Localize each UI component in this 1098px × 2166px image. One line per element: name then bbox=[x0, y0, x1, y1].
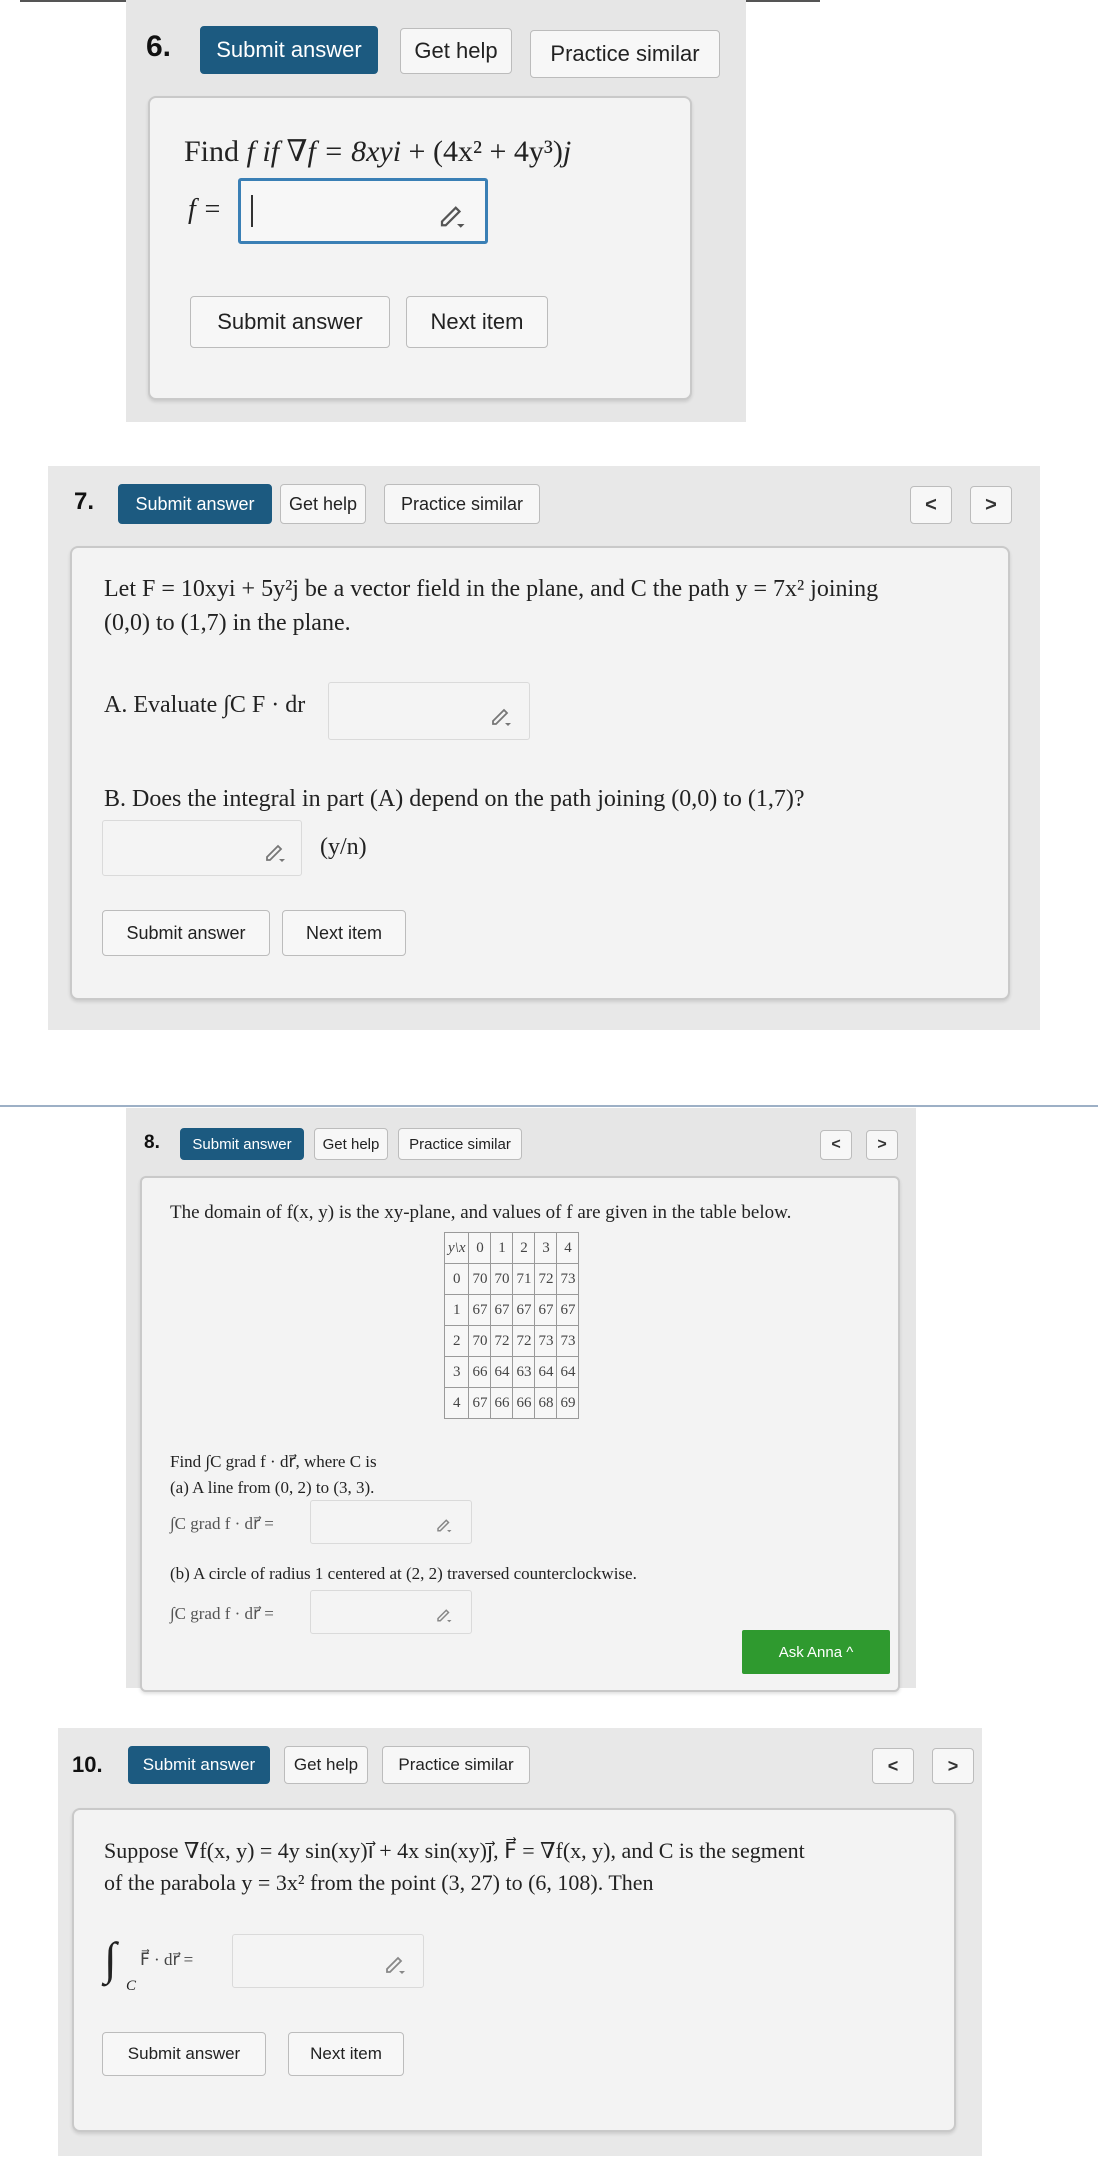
prev-question-button[interactable]: < bbox=[872, 1748, 914, 1784]
get-help-button[interactable]: Get help bbox=[280, 484, 366, 524]
submit-answer-button[interactable]: Submit answer bbox=[180, 1128, 304, 1160]
intro-text: The domain of f(x, y) is the xy-plane, and values of f are given in the table below. bbox=[170, 1202, 792, 1223]
table-header-row bbox=[445, 1233, 579, 1264]
table-cell: 73 bbox=[557, 1264, 579, 1295]
yn-hint: (y/n) bbox=[320, 834, 367, 860]
table-cell: 70 bbox=[469, 1264, 491, 1295]
table-cell: 67 bbox=[557, 1295, 579, 1326]
table-cell: 69 bbox=[557, 1388, 579, 1419]
question-number: 10. bbox=[72, 1752, 103, 1777]
question-card bbox=[140, 1176, 900, 1692]
part-a-label: (a) A line from (0, 2) to (3, 3). bbox=[170, 1478, 375, 1497]
table-cell: 1 bbox=[445, 1295, 469, 1326]
table-cell: 66 bbox=[513, 1388, 535, 1419]
table-header-cell: 0 bbox=[469, 1233, 491, 1264]
question-card bbox=[70, 546, 1010, 1000]
submit-answer-button[interactable]: Submit answer bbox=[128, 1746, 270, 1784]
prev-question-button[interactable]: < bbox=[820, 1130, 852, 1160]
table-cell: 67 bbox=[535, 1295, 557, 1326]
table-row bbox=[445, 1295, 579, 1326]
table-header-cell: 3 bbox=[535, 1233, 557, 1264]
pencil-icon[interactable] bbox=[489, 703, 513, 727]
part-b-integral-label: ∫C grad f · dr⃗ = bbox=[170, 1604, 274, 1623]
q8-panel bbox=[126, 1108, 916, 1688]
pencil-icon[interactable] bbox=[435, 1605, 453, 1623]
table-cell: 67 bbox=[469, 1388, 491, 1419]
q7-panel bbox=[48, 466, 1040, 1030]
part-b-input[interactable] bbox=[310, 1590, 472, 1634]
part-b-label: B. Does the integral in part (A) depend on the path joining (0,0) to (1,7)? bbox=[104, 786, 805, 812]
practice-similar-button[interactable]: Practice similar bbox=[398, 1128, 522, 1160]
values-table bbox=[444, 1232, 579, 1419]
pencil-icon[interactable] bbox=[437, 199, 467, 229]
table-row bbox=[445, 1388, 579, 1419]
get-help-button[interactable]: Get help bbox=[284, 1746, 368, 1784]
part-a-label: A. Evaluate ∫C F · dr bbox=[104, 692, 306, 718]
part-a-integral-label: ∫C grad f · dr⃗ = bbox=[170, 1514, 274, 1533]
next-question-button[interactable]: > bbox=[866, 1130, 898, 1160]
table-cell: 70 bbox=[491, 1264, 513, 1295]
question-number: 6. bbox=[146, 30, 172, 63]
table-cell: 72 bbox=[535, 1264, 557, 1295]
practice-similar-button[interactable]: Practice similar bbox=[382, 1746, 530, 1784]
table-cell: 63 bbox=[513, 1357, 535, 1388]
table-cell: 66 bbox=[491, 1388, 513, 1419]
problem-line-2: of the parabola y = 3x² from the point (3, 27) to (6, 108). Then bbox=[104, 1870, 654, 1895]
table-header-cell: 2 bbox=[513, 1233, 535, 1264]
table-cell: 67 bbox=[491, 1295, 513, 1326]
get-help-button[interactable]: Get help bbox=[400, 28, 512, 74]
table-cell: 73 bbox=[535, 1326, 557, 1357]
text-cursor bbox=[251, 195, 253, 227]
table-cell: 68 bbox=[535, 1388, 557, 1419]
table-row bbox=[445, 1326, 579, 1357]
integral-input[interactable] bbox=[232, 1934, 424, 1988]
table-cell: 0 bbox=[445, 1264, 469, 1295]
prompt-prefix: Find bbox=[184, 135, 240, 168]
table-cell: 2 bbox=[445, 1326, 469, 1357]
table-cell: 71 bbox=[513, 1264, 535, 1295]
table-cell: 67 bbox=[513, 1295, 535, 1326]
prompt-j: j bbox=[562, 135, 572, 168]
table-row bbox=[445, 1357, 579, 1388]
table-cell: 64 bbox=[535, 1357, 557, 1388]
table-cell: 70 bbox=[469, 1326, 491, 1357]
table-header-cell: 1 bbox=[491, 1233, 513, 1264]
table-cell: 73 bbox=[557, 1326, 579, 1357]
table-cell: 64 bbox=[491, 1357, 513, 1388]
next-question-button[interactable]: > bbox=[970, 486, 1012, 524]
question-prompt bbox=[184, 134, 571, 169]
next-question-button[interactable]: > bbox=[932, 1748, 974, 1784]
part-a-input[interactable] bbox=[310, 1500, 472, 1544]
table-cell: 72 bbox=[491, 1326, 513, 1357]
answer-input[interactable] bbox=[238, 178, 488, 244]
integral-sign: ∫ bbox=[104, 1933, 117, 1984]
next-item-button[interactable]: Next item bbox=[406, 296, 548, 348]
get-help-button[interactable]: Get help bbox=[314, 1128, 388, 1160]
question-number: 7. bbox=[74, 488, 95, 515]
bottom-submit-button[interactable]: Submit answer bbox=[102, 2032, 266, 2076]
part-b-input[interactable] bbox=[102, 820, 302, 876]
table-row bbox=[445, 1264, 579, 1295]
pencil-icon[interactable] bbox=[435, 1515, 453, 1533]
practice-similar-button[interactable]: Practice similar bbox=[384, 484, 540, 524]
table-cell: 66 bbox=[469, 1357, 491, 1388]
table-cell: 4 bbox=[445, 1388, 469, 1419]
table-cell: 64 bbox=[557, 1357, 579, 1388]
bottom-submit-button[interactable]: Submit answer bbox=[102, 910, 270, 956]
question-card bbox=[72, 1808, 956, 2132]
part-b-label: (b) A circle of radius 1 centered at (2, 2) traversed counterclockwise. bbox=[170, 1564, 637, 1583]
prompt-mid: + (4x² + 4y³) bbox=[401, 135, 563, 168]
q6-panel bbox=[126, 0, 746, 422]
next-item-button[interactable]: Next item bbox=[288, 2032, 404, 2076]
next-item-button[interactable]: Next item bbox=[282, 910, 406, 956]
table-cell: 67 bbox=[469, 1295, 491, 1326]
table-cell: 72 bbox=[513, 1326, 535, 1357]
practice-similar-button[interactable]: Practice similar bbox=[530, 30, 720, 78]
table-header-cell: y\x bbox=[445, 1233, 469, 1264]
bottom-submit-button[interactable]: Submit answer bbox=[190, 296, 390, 348]
divider-line bbox=[0, 1105, 1098, 1107]
find-text: Find ∫C grad f · dr⃗, where C is bbox=[170, 1452, 377, 1471]
submit-answer-button[interactable]: Submit answer bbox=[118, 484, 272, 524]
part-a-input[interactable] bbox=[328, 682, 530, 740]
prev-question-button[interactable]: < bbox=[910, 486, 952, 524]
q10-panel bbox=[58, 1728, 982, 2156]
problem-line-2: (0,0) to (1,7) in the plane. bbox=[104, 610, 351, 636]
problem-line-1: Suppose ∇f(x, y) = 4y sin(xy)i⃗ + 4x sin(xy)j⃗, F⃗ = ∇f(x, y), and C is the segment bbox=[104, 1838, 805, 1863]
submit-answer-button[interactable]: Submit answer bbox=[200, 26, 378, 74]
answer-label: f = bbox=[188, 194, 222, 225]
integrand: F⃗ · dr⃗ = bbox=[140, 1950, 194, 1969]
table-cell: 3 bbox=[445, 1357, 469, 1388]
problem-line-1: Let F = 10xyi + 5y²j be a vector field in the plane, and C the path y = 7x² joining bbox=[104, 576, 879, 602]
table-header-cell: 4 bbox=[557, 1233, 579, 1264]
prompt-var: f bbox=[246, 135, 255, 168]
prompt-if: if ∇f = 8xy bbox=[262, 135, 393, 168]
question-card bbox=[148, 96, 692, 400]
prompt-i: i bbox=[392, 135, 402, 168]
integral-subscript: C bbox=[126, 1978, 137, 1994]
question-number: 8. bbox=[144, 1132, 160, 1153]
ask-anna-button[interactable]: Ask Anna ^ bbox=[742, 1630, 890, 1674]
pencil-icon[interactable] bbox=[263, 839, 287, 863]
pencil-icon[interactable] bbox=[383, 1951, 407, 1975]
